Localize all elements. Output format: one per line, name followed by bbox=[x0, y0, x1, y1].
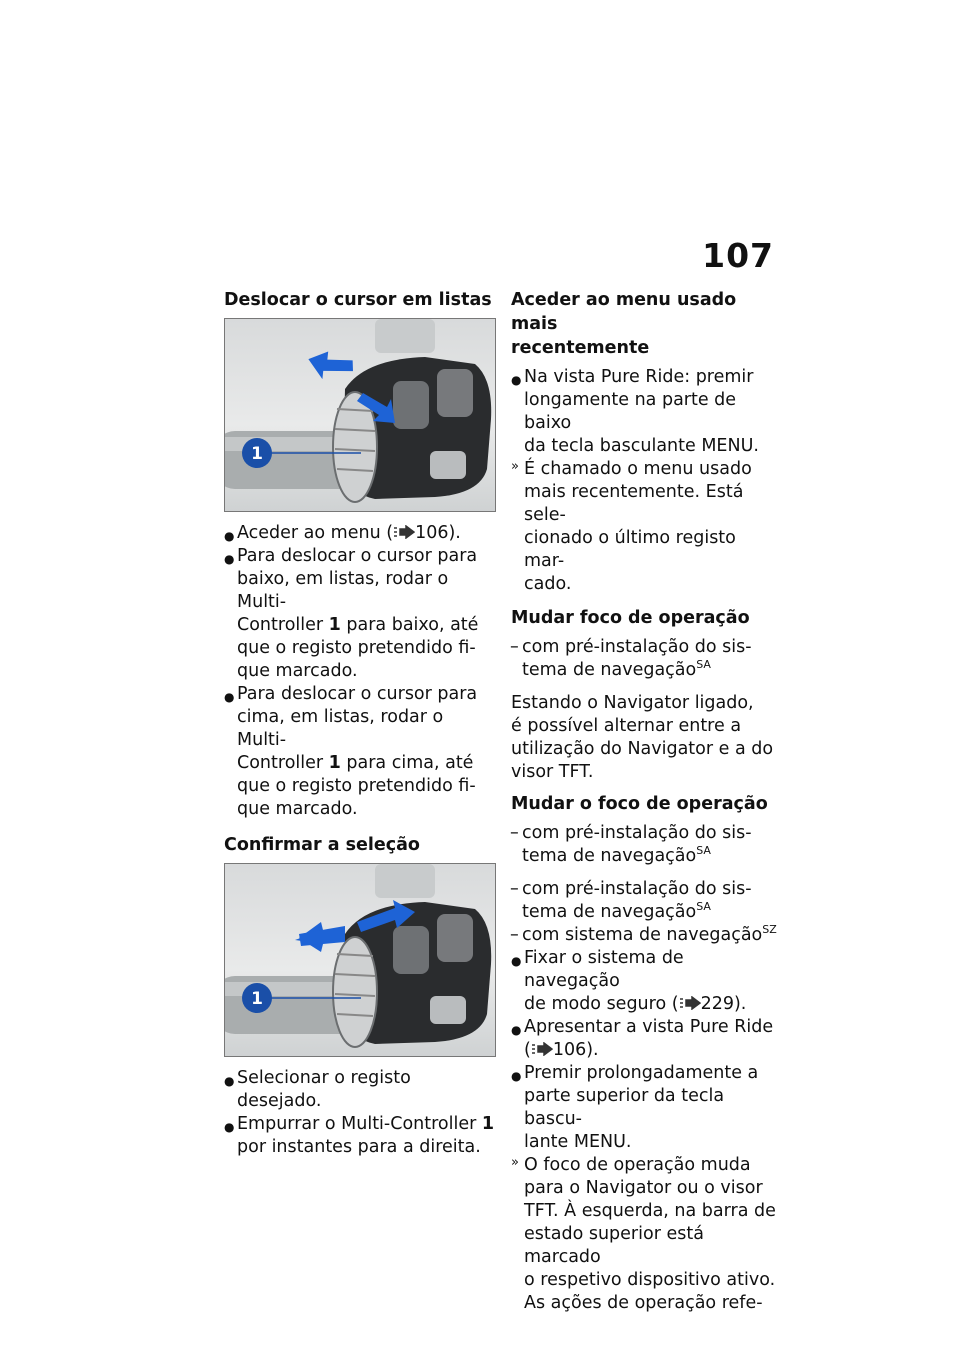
page-reference[interactable]: 229 bbox=[700, 994, 734, 1014]
callout-ref: 1 bbox=[481, 1114, 495, 1134]
item-line bbox=[237, 1113, 496, 1136]
option-badge-sz: SZ bbox=[762, 923, 777, 937]
list-item bbox=[224, 683, 496, 821]
bullet-marker: ● bbox=[224, 1120, 235, 1134]
callout-ref: 1 bbox=[328, 753, 341, 773]
item-text: Empurrar o Multi-Controller bbox=[237, 1114, 482, 1134]
paragraph bbox=[511, 692, 781, 784]
item-line: Para deslocar o cursor para bbox=[237, 684, 478, 704]
item-line: que o registo pretendido fi- bbox=[237, 638, 476, 658]
result-item bbox=[511, 458, 781, 596]
handlebar-illustration-scroll bbox=[225, 319, 495, 511]
bullet-marker: ● bbox=[224, 690, 235, 704]
item-line: que o registo pretendido fi- bbox=[237, 776, 476, 796]
result-marker: » bbox=[511, 1155, 519, 1170]
bullet-marker: ● bbox=[224, 552, 235, 566]
menu-button-shape bbox=[393, 926, 429, 974]
item-line bbox=[524, 993, 781, 1016]
item-text: ). bbox=[448, 523, 461, 543]
item-line: cionado o último registo mar- bbox=[524, 528, 736, 571]
option-badge-sa: SA bbox=[696, 658, 711, 672]
toggle-switch-shape bbox=[430, 996, 466, 1024]
bullet-marker: ● bbox=[511, 373, 522, 387]
dash-marker: – bbox=[510, 925, 519, 945]
right-column bbox=[511, 288, 781, 1315]
list-item bbox=[511, 1016, 781, 1062]
item-text: com sistema de navegação bbox=[522, 925, 763, 945]
item-line: Para deslocar o cursor para bbox=[237, 546, 478, 566]
page-reference-arrow-icon bbox=[531, 1042, 553, 1056]
page-reference-arrow-icon bbox=[393, 525, 415, 539]
item-line: estado superior está marcado bbox=[524, 1224, 704, 1267]
item-line: com pré-instalação do sis- bbox=[522, 879, 752, 899]
item-line: Premir prolongadamente a bbox=[524, 1063, 759, 1083]
condition-item bbox=[511, 636, 781, 682]
item-text: para cima, até bbox=[340, 753, 474, 773]
section-heading-change-the-focus: Mudar o foco de operação bbox=[511, 794, 768, 814]
item-line bbox=[522, 659, 781, 682]
condition-item bbox=[511, 822, 781, 868]
rotate-up-arrow bbox=[304, 346, 357, 388]
item-line bbox=[522, 924, 781, 947]
item-text: tema de navegação bbox=[522, 660, 697, 680]
item-line: por instantes para a direita. bbox=[237, 1137, 481, 1157]
item-line: o respetivo dispositivo ativo. bbox=[524, 1270, 776, 1290]
callout-number: 1 bbox=[251, 989, 263, 1009]
item-line bbox=[237, 614, 496, 637]
item-line: parte superior da tecla bascu- bbox=[524, 1086, 725, 1129]
item-line: cado. bbox=[524, 574, 572, 594]
item-line: baixo, em listas, rodar o Multi- bbox=[237, 569, 449, 612]
item-line: que marcado. bbox=[237, 661, 358, 681]
item-text: para baixo, até bbox=[340, 615, 479, 635]
section-heading-recent-menu bbox=[511, 288, 781, 360]
bullet-marker: ● bbox=[224, 529, 235, 543]
list-item bbox=[511, 366, 781, 458]
item-line: da tecla basculante MENU. bbox=[524, 436, 759, 456]
item-line: com pré-instalação do sis- bbox=[522, 823, 752, 843]
item-line: mais recentemente. Está sele- bbox=[524, 482, 744, 525]
page-reference-arrow-icon bbox=[679, 996, 701, 1010]
item-text: ). bbox=[733, 994, 747, 1014]
bullet-marker: ● bbox=[511, 954, 522, 968]
condition-item bbox=[511, 878, 781, 924]
result-marker: » bbox=[511, 459, 519, 474]
para-line: é possível alternar entre a bbox=[511, 716, 742, 736]
item-text: Aceder ao menu ( bbox=[237, 523, 394, 543]
item-text: de modo seguro ( bbox=[524, 994, 679, 1014]
list-item bbox=[224, 545, 496, 683]
item-line: É chamado o menu usado bbox=[524, 459, 752, 479]
item-text: tema de navegação bbox=[522, 846, 697, 866]
option-badge-sa: SA bbox=[696, 844, 711, 858]
power-button-shape bbox=[437, 369, 473, 417]
toggle-switch-shape bbox=[430, 451, 466, 479]
item-line: Fixar o sistema de navegação bbox=[524, 948, 684, 991]
item-text: ( bbox=[524, 1040, 531, 1060]
item-line: As ações de operação refe- bbox=[524, 1293, 763, 1313]
item-line: para o Navigator ou o visor bbox=[524, 1178, 763, 1198]
section-heading-scroll: Deslocar o cursor em listas bbox=[224, 290, 492, 310]
heading-line: recentemente bbox=[511, 338, 650, 358]
list-item bbox=[511, 947, 781, 1016]
page-reference[interactable]: 106 bbox=[415, 523, 449, 543]
item-line bbox=[524, 1039, 781, 1062]
item-line bbox=[522, 901, 781, 924]
option-badge-sa: SA bbox=[696, 900, 711, 914]
item-text: Controller bbox=[237, 615, 329, 635]
heading-line: Aceder ao menu usado mais bbox=[511, 290, 737, 334]
condition-item bbox=[511, 924, 781, 947]
page-reference[interactable]: 106 bbox=[552, 1040, 587, 1060]
item-text: tema de navegação bbox=[522, 902, 697, 922]
item-line: TFT. À esquerda, na barra de bbox=[524, 1201, 776, 1221]
dash-marker: – bbox=[510, 637, 519, 657]
item-line: Na vista Pure Ride: premir bbox=[524, 367, 754, 387]
bullet-marker: ● bbox=[511, 1023, 522, 1037]
item-line: cima, em listas, rodar o Multi- bbox=[237, 707, 444, 750]
item-line: lante MENU. bbox=[524, 1132, 632, 1152]
item-line bbox=[522, 845, 781, 868]
list-item bbox=[224, 1113, 496, 1159]
callout-ref: 1 bbox=[328, 615, 341, 635]
para-line: visor TFT. bbox=[511, 762, 594, 782]
item-line: longamente na parte de baixo bbox=[524, 390, 737, 433]
lever-shape bbox=[375, 319, 435, 353]
item-text: ). bbox=[586, 1040, 599, 1060]
item-line: O foco de operação muda bbox=[524, 1155, 751, 1175]
dash-marker: – bbox=[510, 879, 519, 899]
bullet-marker: ● bbox=[224, 1074, 235, 1088]
result-item bbox=[511, 1154, 781, 1315]
power-button-shape bbox=[437, 914, 473, 962]
page-number: 107 bbox=[702, 236, 774, 275]
section-heading-change-focus: Mudar foco de operação bbox=[511, 608, 750, 628]
left-column bbox=[224, 288, 496, 1159]
lever-shape bbox=[375, 864, 435, 898]
handlebar-illustration-confirm bbox=[225, 864, 495, 1056]
callout-number: 1 bbox=[251, 444, 263, 464]
menu-button-shape bbox=[393, 381, 429, 429]
handlebar-figure-confirm bbox=[224, 863, 496, 1057]
para-line: Estando o Navigator ligado, bbox=[511, 693, 754, 713]
item-line bbox=[237, 752, 496, 775]
item-line: que marcado. bbox=[237, 799, 358, 819]
list-item bbox=[224, 1067, 496, 1113]
item-line: Apresentar a vista Pure Ride bbox=[524, 1017, 774, 1037]
dash-marker: – bbox=[510, 823, 519, 843]
item-line: com pré-instalação do sis- bbox=[522, 637, 752, 657]
bullet-marker: ● bbox=[511, 1069, 522, 1083]
para-line: utilização do Navigator e a do bbox=[511, 739, 774, 759]
item-text: Controller bbox=[237, 753, 329, 773]
section-heading-confirm: Confirmar a seleção bbox=[224, 835, 420, 855]
item-text: Selecionar o registo desejado. bbox=[237, 1068, 411, 1111]
handlebar-figure-scroll bbox=[224, 318, 496, 512]
list-item bbox=[224, 522, 496, 545]
list-item bbox=[511, 1062, 781, 1154]
